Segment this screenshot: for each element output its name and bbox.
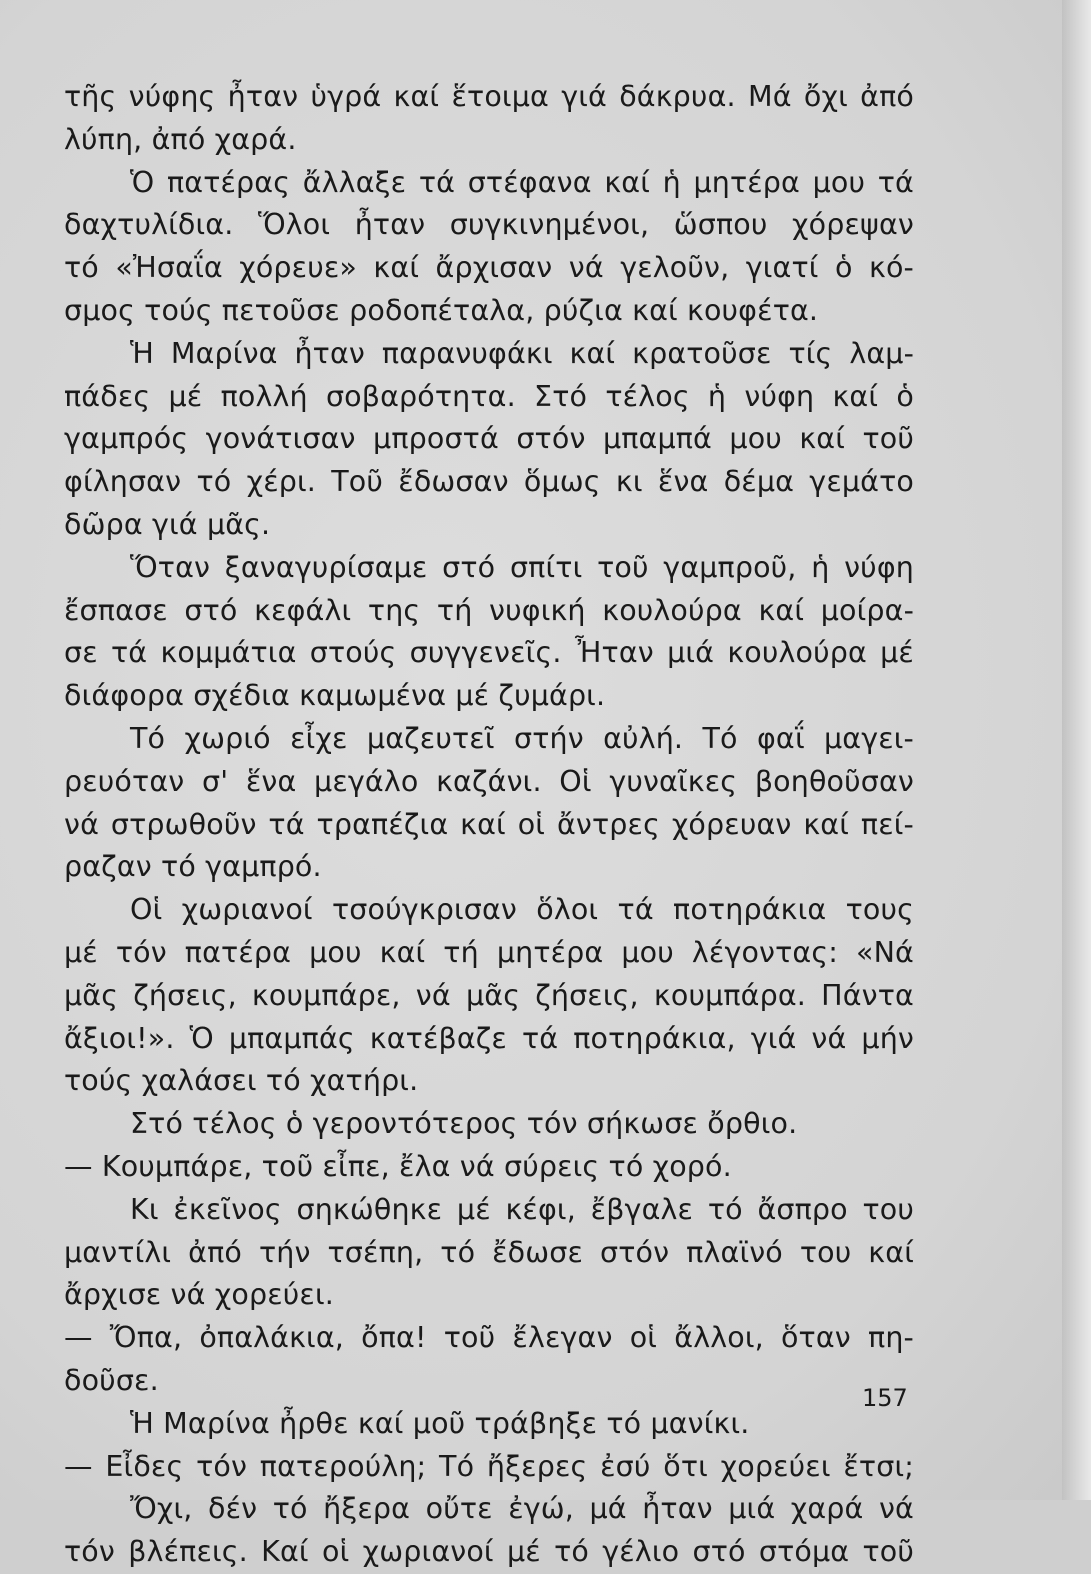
text-line: τόν βλέπεις. Καί οἱ χωριανοί μέ τό γέλιο στό στόμα τοῦ bbox=[64, 1535, 914, 1569]
text-line: διάφορα σχέδια καμωμένα μέ ζυμάρι. bbox=[64, 679, 606, 713]
text-line: — Ὄπα, ὀπαλάκια, ὄπα! τοῦ ἔλεγαν οἱ ἄλλοι, ὅταν πη- bbox=[64, 1321, 914, 1355]
text-line: Ὁ πατέρας ἄλλαξε τά στέφανα καί ἡ μητέρα μου τά bbox=[130, 165, 914, 199]
text-line: σε τά κομμάτια στούς συγγενεῖς. Ἦταν μιά κουλούρα μέ bbox=[64, 636, 914, 670]
text-line: γαμπρός γονάτισαν μπροστά στόν μπαμπά μου καί τοῦ bbox=[64, 422, 914, 456]
text-line: ἄξιοι!». Ὁ μπαμπάς κατέβαζε τά ποτηράκια, γιά νά μήν bbox=[64, 1021, 914, 1055]
text-line: τό «Ἠσαΐα χόρευε» καί ἄρχισαν νά γελοῦν, γιατί ὁ κό- bbox=[64, 251, 914, 285]
text-line: ραζαν τό γαμπρό. bbox=[64, 850, 322, 884]
text-line: Κι ἐκεῖνος σηκώθηκε μέ κέφι, ἔβγαλε τό ἄσπρο του bbox=[130, 1192, 914, 1226]
text-line: Τό χωριό εἶχε μαζευτεῖ στήν αὐλή. Τό φαΐ μαγει- bbox=[130, 721, 914, 755]
text-line: μᾶς ζήσεις, κουμπάρε, νά μᾶς ζήσεις, κουμπάρα. Πάντα bbox=[64, 978, 914, 1012]
text-line: Οἱ χωριανοί τσούγκρισαν ὅλοι τά ποτηράκια τους bbox=[130, 893, 914, 927]
text-line: σμος τούς πετοῦσε ροδοπέταλα, ρύζια καί κουφέτα. bbox=[64, 293, 819, 327]
text-line: νά στρωθοῦν τά τραπέζια καί οἱ ἄντρες χόρευαν καί πεί- bbox=[64, 807, 914, 841]
text-line: δαχτυλίδια. Ὅλοι ἦταν συγκινημένοι, ὥσπου χόρεψαν bbox=[64, 208, 914, 242]
text-line: μαντίλι ἀπό τήν τσέπη, τό ἔδωσε στόν πλαϊνό του καί bbox=[64, 1235, 914, 1269]
text-line: ἔσπασε στό κεφάλι της τή νυφική κουλούρα καί μοίρα- bbox=[64, 593, 914, 627]
text-line: φίλησαν τό χέρι. Τοῦ ἔδωσαν ὅμως κι ἕνα δέμα γεμάτο bbox=[64, 465, 914, 499]
text-line: τῆς νύφης ἦταν ὑγρά καί ἕτοιμα γιά δάκρυα. Μά ὄχι ἀπό bbox=[64, 80, 914, 113]
text-line: δοῦσε. bbox=[64, 1363, 159, 1397]
text-line: ἄρχισε νά χορεύει. bbox=[64, 1278, 334, 1312]
text-line: Ἡ Μαρίνα ἦρθε καί μοῦ τράβηξε τό μανίκι. bbox=[130, 1406, 750, 1440]
text-line: ρευόταν σ' ἕνα μεγάλο καζάνι. Οἱ γυναῖκες βοηθοῦσαν bbox=[64, 764, 914, 798]
text-line: Στό τέλος ὁ γεροντότερος τόν σήκωσε ὄρθιο. bbox=[130, 1107, 798, 1141]
text-line: τούς χαλάσει τό χατήρι. bbox=[64, 1064, 419, 1098]
text-line: — Κουμπάρε, τοῦ εἶπε, ἔλα νά σύρεις τό χορό. bbox=[64, 1149, 732, 1183]
page-edge bbox=[1062, 0, 1091, 1500]
text-line: — Εἶδες τόν πατερούλη; Τό ἤξερες ἐσύ ὅτι χορεύει ἔτσι; bbox=[64, 1449, 914, 1483]
page-number: 157 bbox=[862, 1384, 908, 1412]
text-line: λύπη, ἀπό χαρά. bbox=[64, 122, 297, 156]
text-line: Ὅταν ξαναγυρίσαμε στό σπίτι τοῦ γαμπροῦ, ἡ νύφη bbox=[130, 550, 914, 584]
body-text bbox=[64, 76, 914, 1574]
text-line: μέ τόν πατέρα μου καί τή μητέρα μου λέγοντας: «Νά bbox=[64, 935, 914, 969]
text-line: δῶρα γιά μᾶς. bbox=[64, 507, 271, 541]
text-line: Ἡ Μαρίνα ἦταν παρανυφάκι καί κρατοῦσε τίς λαμ- bbox=[130, 336, 914, 370]
text-line: Ὄχι, δέν τό ἤξερα οὔτε ἐγώ, μά ἦταν μιά χαρά νά bbox=[130, 1492, 914, 1526]
text-line: πάδες μέ πολλή σοβαρότητα. Στό τέλος ἡ νύφη καί ὁ bbox=[64, 379, 914, 413]
